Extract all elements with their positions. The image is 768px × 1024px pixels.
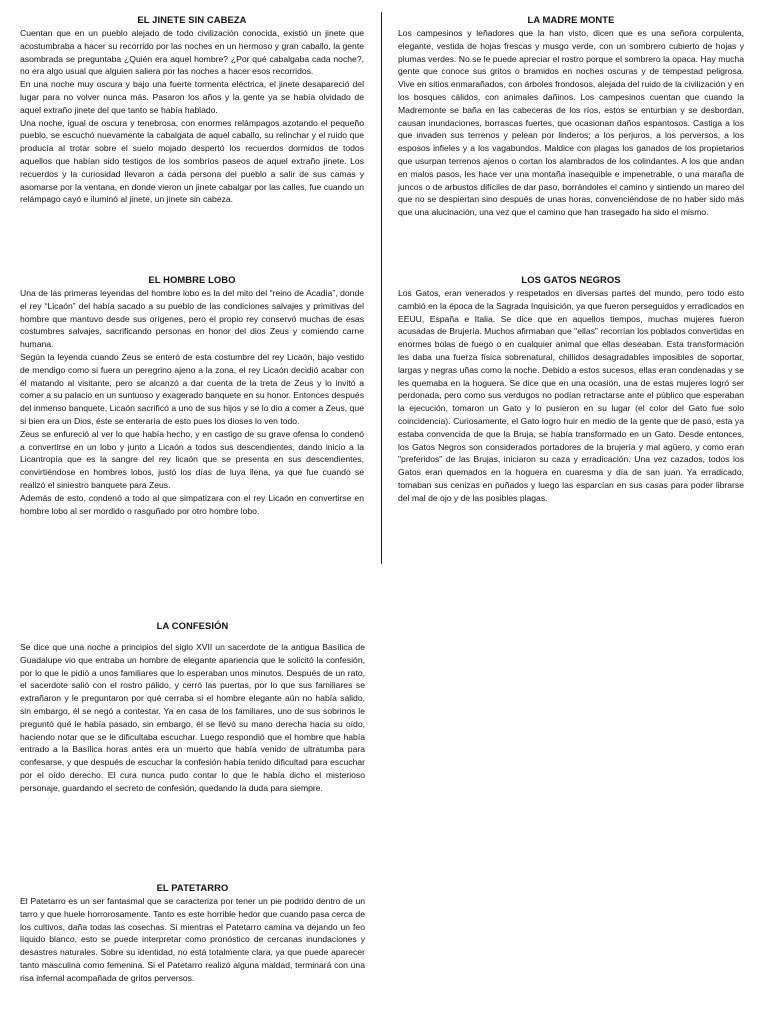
story-madre-monte bbox=[398, 14, 744, 219]
story-paragraph: Una noche, igual de oscura y tenebrosa, con enormes relámpagos azotando el pequeño pueblo, se escuchó nuevamente la cabalgata de aquel caballo, su relinchar y el ruido que producía al trotar sobre el suelo mojado despertó los recuerdos dormidos de todos aquellos que habían sido testigos de los sombríos paseos de aquel extraño jinete. Los recuerdos y la curiosidad llevaron a cada persona del pueblo a salir de sus camas y asomarse por la ventana, en donde vieron un jinete cabalgar por las calles, fue cuando un relámpago cayó e iluminó al jinete, un jinete sin cabeza. bbox=[20, 117, 364, 205]
story-title: LOS GATOS NEGROS bbox=[521, 274, 621, 285]
story-paragraph: Los campesinos y leñadores que la han visto, dicen que es una señora corpulenta, elegante, vestida de hojas frescas y musgo verde, con un sombrero cubierto de hojas y plumas verdes. No se le puede apreciar el rostro porque el sombrero la opaca. Hay mucha gente que conoce sus gritos o bramidos en noches oscuras y de tempestad peligrosa. Vive en sitios enmarañados, con árboles frondosos, alejada del ruido de la civilización y en los bosques cálidos, con animales dañinos. Los campesinos cuentan que cuando la Madremonte se baña en las cabeceras de los ríos, estos se enturbian y se desbordan, causan inundaciones, borrascas fuertes, que ocasionan daños espantosos. Castiga a los que invaden sus terrenos y pelean por linderos; a los perjuros, a los perversos, a los esposos infieles y a los vagabundos. Maldice con plagas los ganados de los propietarios que usurpan terrenos ajenos o cortan los alambrados de los colindantes. A los que andan en malos pasos, les hace ver una montaña inasequible e impenetrable, o una maraña de juncos o de arbustos difíciles de dar paso, borrándoles el camino y sintiendo un mareo del que no se despiertan sino después de unas horas, convenciéndose de no haber sido más que una alucinación, una vez que el camino que han trasegado ha sido el mismo. bbox=[398, 28, 744, 218]
story-la-confesion bbox=[20, 620, 365, 795]
story-jinete-sin-cabeza bbox=[20, 14, 364, 206]
story-paragraph: Una de las primeras leyendas del hombre lobo es la del mito del “reino de Acadia”, donde el rey “Licaón” del había sacado a su pueblo de las condiciones salvajes y primitivas del hombre que mantuvo desde sus orígenes, pero el propio rey conservó muchas de esas costumbres salvajes, sacrificando personas en honor del dios Zeus y comiendo carne humana. bbox=[20, 288, 364, 350]
story-gatos-negros bbox=[398, 274, 744, 505]
story-title: EL JINETE SIN CABEZA bbox=[137, 14, 247, 25]
story-paragraph: Zeus se enfureció al ver lo que había hecho, y en castigo de su grave ofensa lo condenó a convertirse en un lobo y junto a Licaón a todos sus descendientes, dando inicio a la Licantropía que es la sangre del rey licaón que se presenta en sus descendientes, convirtiéndose en hombres lobos, justó los días de luya llena, ya que fue cuando se realizó el siniestro banquete para Zeus. bbox=[20, 428, 364, 490]
story-title: LA MADRE MONTE bbox=[527, 14, 615, 25]
story-title: EL HOMBRE LOBO bbox=[148, 274, 236, 285]
story-paragraph: Según la leyenda cuando Zeus se enteró de esta costumbre del rey Licaón, bajo vestido de mendigo como si fuera un peregrino ajeno a la zona, el rey Licaón decidió acabar con él matando al visitante, pero se alcanzó a dar cuenta de la treta de Zeus y lo invitó a comer a su palacio en un suntuoso y exagerado banquete en su honor. Entonces después del inmenso banquete, Licaón sacrificó a uno de sus hijos y se lo dio a comer a Zeus, que si bien era un Dios, éste se enteraría de esto pues los dioses lo ven todo. bbox=[20, 351, 364, 426]
story-title: LA CONFESIÓN bbox=[156, 620, 229, 631]
story-paragraph: El Patetarro es un ser fantasmal que se caracteriza por tener un pie podrido dentro de un tarro y que huele horrorosamente. Tanto es este horrible hedor que cuando pasa cerca de los cultivos, daña todas las cosechas. Si mientras el Patetarro camina va dejando un feo líquido blanco, esto se puede interpretar como pronóstico de cercanas inundaciones y desastres naturales. Sobre su identidad, no está totalmente clara, ya que puede aparecer tanto masculina como femenina. Si el Patetarro realizó alguna maldad, terminará con una risa infernal acompañada de gritos perversos. bbox=[20, 896, 365, 983]
column-divider bbox=[381, 12, 382, 564]
story-el-patetarro bbox=[20, 882, 365, 985]
story-paragraph: En una noche muy oscura y bajo una fuerte tormenta eléctrica, el jinete desapareció del lugar para no volver nunca más. Pasaron los años y la gente ya se había olvidado de aquel extraño jinete del que tanto se había hablado. bbox=[20, 79, 364, 115]
story-paragraph: Además de esto, condenó a todo al que simpatizara con el rey Licaón en convertirse en hombre lobo al ser mordido o rasguñado por otro hombre lobo. bbox=[20, 492, 364, 516]
story-hombre-lobo bbox=[20, 274, 364, 517]
story-paragraph: Los Gatos, eran venerados y respetados en diversas partes del mundo, pero todo esto cambió en la época de la Sagrada Inquisición, ya que fueron perseguidos y erradicados en EEUU, España e Italia. Se dice que en aquellos tiempos, muchas mujeres fueron acusadas de Brujería. Muchos afirmaban que "ellas" recorrían los poblados convertidas en enormes bolas de fuego o en cualquier animal que ellas deseaban. Esta transformación les daba una fuerza física sobrenatural, chillidos desagradables imposibles de soportar, largas y negras uñas como la noche. Debido a estos sucesos, ellas eran condenadas y se les quemaba en la hoguera. Se dice que en una ocasión, una de estas mujeres logró ser perdonada, pero como sus verdugos no podían retractarse ante el público que esperaban la ejecución, tomaron un Gato y lo pusieron en su lugar (el color del Gato fue solo coincidencia). Curiosamente, el Gato logro huir en medio de la gente que de paso, esta ya estaba convencida de que la Bruja, se había transformado en un Gato. Desde entonces, los Gatos Negros son considerados portadores de la brujería y mal agüero, y como eran "preferidos" de las Brujas, iniciaron su caza y erradicación. Una vez cazados, todos los Gatos eran quemados en la hoguera en cuaresma y día de san juan. Ya erradicado, tomaban sus cenizas en puñados y luego las esparcían en sus casas para poder librarse del mal de ojo y de las posibles plagas. bbox=[398, 288, 744, 503]
story-paragraph: Cuentan que en un pueblo alejado de todo civilización conocida, existió un jinete que acostumbraba a hacer su recorrido por las noches en un hermoso y gran caballo, la gente asombrada se preguntaba ¿Quién era aquel hombre? ¿Por qué cabalgaba cada noche?, no era algo usual que alguien saliera por las noches a hacer esos recorridos. bbox=[20, 28, 364, 77]
story-paragraph: Se dice que una noche a principios del siglo XVII un sacerdote de la antigua Basílica de Guadalupe vio que entraba un hombre de elegante apariencia que le solicitó la confesión, por lo que le pidió a unos familiares que lo esperaban unos minutos. Después de un rato, el sacerdote salió con el rostro pálido, y cerró las puertas, por lo que sus familiares se extrañaron y le preguntaron por qué cerraba si el hombre elegante aún no había salido, sin embargo, él se negó a contestar. Ya en casa de los familiares, uno de sus sobrinos le preguntó qué le había pasado, sin embargo, él se llevó su mano derecha hacia su oído, haciendo notar que se le dificultaba escuchar. Luego respondió que el hombre que había entrado a la Basílica horas antes era un muerto que había venido de ultratumba para confesarse, y que después de escuchar la confesión había tenido dificultad para escuchar por el oído derecho. El cura nunca pudo contar lo que le había dicho el misterioso personaje, guardando el secreto de confesión, quedando la duda para siempre. bbox=[20, 642, 365, 793]
story-title: EL PATETARRO bbox=[156, 882, 229, 893]
